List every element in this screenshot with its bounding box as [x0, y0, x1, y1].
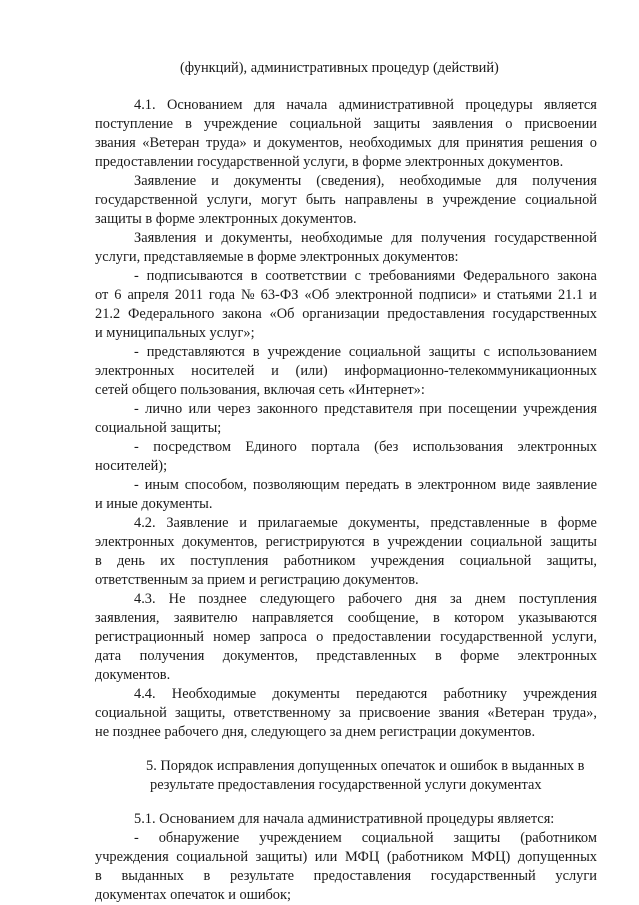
word: представленные — [430, 515, 530, 531]
paragraph-docs-line-15: и иные документы. — [95, 496, 213, 512]
word: о — [316, 629, 324, 645]
word: документы, — [221, 230, 293, 246]
word: присвоении — [524, 116, 597, 132]
word: документы, — [348, 515, 420, 531]
paragraph-4-1-line-3 — [95, 134, 597, 153]
paragraph-4-4-line-1 — [134, 685, 597, 704]
word: 6 — [114, 287, 122, 303]
word: - — [134, 830, 139, 846]
word: Федерального — [127, 306, 215, 322]
word: МФЦ) — [471, 849, 511, 865]
paragraph-4-2-line-4: ответственным за прием и регистрацию документов. — [95, 572, 419, 588]
word: «Ветеран — [487, 705, 545, 721]
word: запроса — [259, 629, 307, 645]
word: «Об — [269, 306, 295, 322]
word: в — [95, 553, 102, 569]
word: присвоение — [359, 705, 431, 721]
word: социальной — [95, 705, 167, 721]
word: учреждения — [95, 849, 169, 865]
paragraph-4-3-line-4 — [95, 647, 597, 666]
word: прилагаемые — [257, 515, 338, 531]
word: в — [540, 515, 548, 531]
paragraph-docs-line-1 — [134, 229, 597, 248]
word: регистрируются — [265, 534, 365, 550]
word: (работником — [520, 830, 597, 846]
word: электронных — [517, 439, 597, 455]
word: учреждения — [523, 401, 597, 417]
word: защиты — [428, 344, 476, 360]
word: является — [544, 97, 597, 113]
word: информационно-телекоммуникационных — [344, 363, 597, 379]
word: электронных — [517, 648, 597, 664]
paragraph-5-1-line-3 — [95, 848, 597, 867]
word: в — [434, 648, 442, 664]
word: учреждение — [203, 116, 278, 132]
word: года — [208, 287, 235, 303]
word: соответствии — [265, 268, 347, 284]
word: представленных — [316, 648, 417, 664]
word: о — [589, 135, 597, 151]
word: сообщение, — [347, 610, 419, 626]
word: передать — [345, 477, 400, 493]
word: через — [217, 401, 251, 417]
word: и — [271, 363, 279, 379]
word: представителя — [324, 401, 413, 417]
paragraph-docs-line-11: социальной защиты; — [95, 420, 222, 436]
paragraph-4-1-line-1 — [134, 96, 597, 115]
paragraph-4-3-line-3 — [95, 628, 597, 647]
word: в — [185, 116, 192, 132]
word: дня — [415, 591, 437, 607]
word: или — [314, 849, 338, 865]
word: Не — [168, 591, 186, 607]
word: днем — [475, 591, 506, 607]
word: услуги, — [206, 192, 252, 208]
paragraph-statement-line-3: защиты в форме электронных документов. — [95, 211, 357, 227]
word: подписи» — [418, 287, 478, 303]
word: социальной — [176, 849, 249, 865]
paragraph-4-1-line-4: предоставлении государственной услуги, в форме электронных документов. — [95, 154, 564, 170]
paragraph-5-1-line-1: 5.1. Основанием для начала административной процедуры является: — [134, 811, 555, 827]
word: обнаружение — [158, 830, 240, 846]
word: использования — [412, 439, 504, 455]
word: портала — [311, 439, 360, 455]
word: допущенных — [517, 849, 597, 865]
word: электронных — [95, 363, 175, 379]
word: учреждением — [259, 830, 342, 846]
word: и — [205, 230, 213, 246]
word: работнику — [443, 686, 508, 702]
word: и — [483, 287, 491, 303]
word: в — [426, 192, 434, 208]
word: услуги, — [551, 629, 597, 645]
section-5-heading-line-2: результате предоставления государственной услуги документах — [150, 777, 542, 793]
word: в — [250, 268, 258, 284]
word: «Ветеран — [142, 135, 200, 151]
word: государственной — [440, 629, 543, 645]
word: защиты — [373, 116, 421, 132]
word: в — [372, 534, 380, 550]
word: посещении — [448, 401, 517, 417]
word: иным — [144, 477, 179, 493]
word: Заявление — [134, 173, 197, 189]
word: для — [438, 135, 460, 151]
word: и — [253, 135, 261, 151]
word: «Об — [304, 287, 330, 303]
word: 4.4. — [134, 686, 156, 702]
word: социальной — [348, 344, 421, 360]
paragraph-4-4-line-3: не позднее рабочего дня, следующего за днем регистрации документов. — [95, 724, 536, 740]
paragraph-docs-line-10 — [134, 400, 597, 419]
word: позднее — [198, 591, 247, 607]
word: 63-ФЗ — [260, 287, 299, 303]
word: за — [338, 705, 352, 721]
word: решения — [530, 135, 584, 151]
word: государственных — [492, 306, 597, 322]
word: направлены — [344, 192, 418, 208]
word: Заявление — [166, 515, 229, 531]
word: защиты, — [546, 553, 597, 569]
word: труда» — [205, 135, 247, 151]
word: позволяющим — [252, 477, 340, 493]
word: - — [134, 477, 139, 493]
word: (сведения), — [316, 173, 385, 189]
paragraph-5-1-line-5: документах опечаток и ошибок; — [95, 887, 291, 903]
word: законного — [256, 401, 318, 417]
word: или — [188, 401, 212, 417]
word: (или) — [295, 363, 328, 379]
word: организации — [302, 306, 380, 322]
word: следующего — [259, 591, 335, 607]
word: необходимых — [349, 135, 432, 151]
word: работником — [283, 553, 356, 569]
word: документов, — [222, 648, 298, 664]
word: социальной — [470, 534, 543, 550]
word: - — [134, 344, 139, 360]
word: форме — [557, 515, 597, 531]
word: поступления — [518, 591, 597, 607]
word: указываются — [518, 610, 597, 626]
word: в — [405, 477, 412, 493]
word: защиты) — [255, 849, 308, 865]
word: 4.1. — [134, 97, 156, 113]
word: 4.2. — [134, 515, 156, 531]
word: быть — [305, 192, 336, 208]
word: поступление — [95, 116, 173, 132]
word: для — [391, 230, 413, 246]
word: - — [134, 401, 139, 417]
word: социальной — [459, 553, 532, 569]
word: защиты — [453, 830, 501, 846]
word: использованием — [497, 344, 597, 360]
word: учреждения — [523, 686, 597, 702]
word: ответственному — [233, 705, 331, 721]
word: предоставления — [313, 868, 412, 884]
word: с — [354, 268, 361, 284]
word: социальной — [525, 192, 597, 208]
word: статьями — [496, 287, 552, 303]
word: лично — [145, 401, 183, 417]
word: необходимые — [399, 173, 482, 189]
word: за — [449, 591, 463, 607]
paragraph-4-3-line-5: документов. — [95, 667, 171, 683]
word: учреждение — [267, 344, 341, 360]
word: закона — [222, 306, 262, 322]
word: социальной — [289, 116, 362, 132]
word: виде — [502, 477, 531, 493]
paragraph-docs-line-5 — [95, 305, 597, 324]
word: и — [239, 515, 247, 531]
word: 4.3. — [134, 591, 156, 607]
section-title-continuation: (функций), административных процедур (действий) — [180, 60, 499, 76]
word: апреля — [127, 287, 169, 303]
word: документы — [272, 686, 340, 702]
word: защиты — [550, 534, 597, 550]
word: способом, — [184, 477, 247, 493]
word: МФЦ — [344, 849, 380, 865]
word: Основанием — [166, 97, 243, 113]
paragraph-docs-line-13: носителей); — [95, 458, 168, 474]
word: процедуры — [465, 97, 533, 113]
word: для — [496, 173, 518, 189]
paragraph-docs-line-12 — [134, 438, 597, 457]
word: электронной — [335, 287, 413, 303]
word: предоставления — [387, 306, 485, 322]
word: Единого — [245, 439, 297, 455]
word: закона — [557, 268, 597, 284]
word: документов, — [182, 534, 258, 550]
word: при — [419, 401, 442, 417]
paragraph-4-3-line-2 — [95, 609, 597, 628]
paragraph-4-2-line-1 — [134, 514, 597, 533]
word: выданных — [121, 868, 184, 884]
word: - — [134, 268, 139, 284]
word: 21.2 — [95, 306, 121, 322]
word: учреждении — [387, 534, 463, 550]
word: Федерального — [463, 268, 550, 284]
word: административной — [338, 97, 454, 113]
word: государственной — [95, 192, 198, 208]
word: социальной — [361, 830, 434, 846]
paragraph-docs-line-9: сетей общего пользования, включая сеть «Интернет»: — [95, 382, 425, 398]
word: посредством — [153, 439, 231, 455]
word: в — [433, 610, 440, 626]
word: регистрационный — [95, 629, 204, 645]
word: результате — [229, 868, 295, 884]
word: принятия — [465, 135, 524, 151]
word: (работником — [386, 849, 464, 865]
paragraph-4-2-line-3 — [95, 552, 597, 571]
word: с — [483, 344, 490, 360]
word: Необходимые — [171, 686, 257, 702]
word: дата — [95, 648, 122, 664]
word: номер — [213, 629, 251, 645]
word: услуги — [555, 868, 597, 884]
paragraph-docs-line-4 — [95, 286, 597, 305]
word: электронных — [95, 534, 175, 550]
paragraph-4-3-line-1 — [134, 590, 597, 609]
paragraph-docs-line-14 — [134, 476, 597, 495]
word: звания — [95, 135, 136, 151]
paragraph-docs-line-2: услуги, представляемые в форме электронных документов: — [95, 249, 459, 265]
word: документы — [233, 173, 302, 189]
paragraph-5-1-line-4 — [95, 867, 597, 886]
word: труда», — [552, 705, 597, 721]
paragraph-4-4-line-2 — [95, 704, 597, 723]
word: звания — [438, 705, 480, 721]
word: получения — [421, 230, 486, 246]
paragraph-5-1-line-2 — [134, 829, 597, 848]
word: могут — [260, 192, 297, 208]
word: представляются — [146, 344, 245, 360]
word: направляется — [251, 610, 334, 626]
word: государственной — [494, 230, 597, 246]
word: № — [240, 287, 255, 303]
word: котором — [454, 610, 504, 626]
word: необходимые — [301, 230, 383, 246]
word: 2011 — [174, 287, 203, 303]
word: 21.1 — [557, 287, 584, 303]
section-5-heading-line-1: 5. Порядок исправления допущенных опечаток и ошибок в выданных в — [146, 758, 585, 774]
word: для — [253, 97, 276, 113]
paragraph-statement-line-2 — [95, 191, 597, 210]
word: и — [211, 173, 219, 189]
word: в — [95, 868, 102, 884]
paragraph-4-2-line-2 — [95, 533, 597, 552]
word: получения — [532, 173, 597, 189]
word: подписываются — [146, 268, 243, 284]
word: о — [505, 116, 513, 132]
word: защиты, — [174, 705, 226, 721]
word: в — [252, 344, 260, 360]
paragraph-docs-line-3 — [134, 267, 597, 286]
word: - — [134, 439, 139, 455]
word: документов, — [267, 135, 343, 151]
word: начала — [286, 97, 328, 113]
word: носителей — [191, 363, 255, 379]
word: государственный — [430, 868, 536, 884]
word: их — [160, 553, 176, 569]
word: и — [589, 287, 597, 303]
word: поступления — [190, 553, 269, 569]
word: (без — [374, 439, 399, 455]
word: день — [116, 553, 145, 569]
word: предоставлении — [332, 629, 431, 645]
word: от — [95, 287, 109, 303]
word: Заявления — [134, 230, 197, 246]
word: заявления — [432, 116, 494, 132]
word: рабочего — [348, 591, 403, 607]
paragraph-docs-line-7 — [134, 343, 597, 362]
word: в — [203, 868, 211, 884]
word: требованиями — [368, 268, 456, 284]
word: электронном — [417, 477, 497, 493]
word: учреждение — [442, 192, 517, 208]
paragraph-4-1-line-2 — [95, 115, 597, 134]
paragraph-docs-line-6: и муниципальных услуг»; — [95, 325, 255, 341]
paragraph-statement-line-1 — [134, 172, 597, 191]
word: заявителю — [173, 610, 238, 626]
paragraph-docs-line-8 — [95, 362, 597, 381]
word: получения — [139, 648, 205, 664]
word: передаются — [356, 686, 428, 702]
word: заявление — [536, 477, 597, 493]
word: учреждения — [370, 553, 445, 569]
word: форме — [460, 648, 500, 664]
word: заявления, — [95, 610, 160, 626]
